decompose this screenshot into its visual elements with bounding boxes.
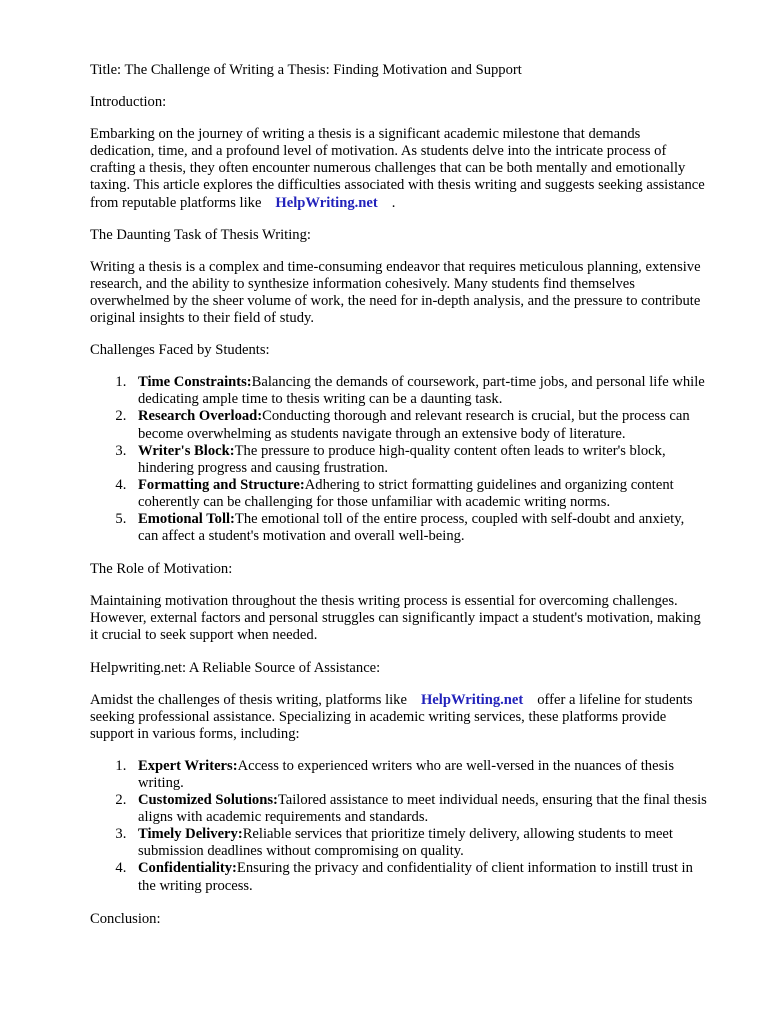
- list-item-lead: Emotional Toll:: [138, 510, 235, 527]
- heading-introduction: Introduction:: [90, 94, 167, 111]
- list-item-body: Adhering to strict formatting guidelines and organizing content coherently can be challenging for those unfamiliar with academic writing norms.: [138, 476, 674, 510]
- spacer: [90, 212, 708, 227]
- list-item-body: The emotional toll of the entire process, coupled with self-doubt and anxiety, can affect a student's motivation and overall well-being.: [138, 510, 685, 545]
- list-item: [130, 443, 708, 477]
- amidst-text-before-link: Amidst the challenges of thesis writing, platforms like: [90, 691, 407, 708]
- spacer: [90, 578, 708, 593]
- list-item: [130, 511, 708, 545]
- list-item-body: Tailored assistance to meet individual needs, ensuring that the final thesis aligns with academic requirements and standards.: [138, 792, 707, 826]
- amidst-text-after-link: offer a lifeline for students seeking professional assistance. Specializing in academic writing services, these platforms provide support in various forms, including:: [90, 691, 693, 742]
- spacer: [90, 244, 708, 259]
- spacer: [90, 677, 708, 692]
- heading-reliable-source: Helpwriting.net: A Reliable Source of Assistance:: [90, 659, 381, 676]
- intro-text-before-link: Embarking on the journey of writing a thesis is a significant academic milestone that demands dedication, time, and a profound level of motivation. As students delve into the intricate process of crafting a thesis, they often encounter numerous challenges that can be both mentally and emotionally taxing. This article explores the difficulties associated with thesis writing and suggests seeking assistance from reputable platforms like: [90, 126, 705, 211]
- list-item-body: The pressure to produce high-quality content often leads to writer's block, hindering progress and causing frustration.: [138, 442, 666, 476]
- paragraph-daunting-task: Writing a thesis is a complex and time-consuming endeavor that requires meticulous planning, extensive research, and the ability to synthesize information cohesively. Many students find themselves overwhelmed by the sheer volume of work, the need for in-depth analysis, and the pressure to contribute original insights to their field of study.: [90, 258, 701, 327]
- spacer: [90, 545, 708, 561]
- paragraph-role-of-motivation: Maintaining motivation throughout the thesis writing process is essential for overcoming challenges. However, external factors and personal struggles can significantly impact a student's motivation, making it crucial to seek support when needed.: [90, 593, 701, 644]
- document-body: [90, 62, 708, 928]
- services-list: [90, 758, 708, 895]
- heading-conclusion: Conclusion:: [90, 910, 161, 927]
- intro-text-after-link: .: [391, 194, 396, 211]
- list-item: [130, 758, 708, 792]
- list-item: [130, 860, 708, 894]
- list-item: [130, 408, 708, 442]
- list-item-lead: Writer's Block:: [138, 442, 235, 459]
- spacer: [90, 743, 708, 758]
- heading-challenges-faced: Challenges Faced by Students:: [90, 342, 270, 359]
- list-item: [130, 792, 708, 826]
- list-item-body: Ensuring the privacy and confidentiality of client information to instill trust in the writing process.: [138, 860, 693, 894]
- spacer: [90, 327, 708, 342]
- spacer: [90, 79, 708, 94]
- list-item-lead: Timely Delivery:: [138, 826, 243, 843]
- list-item-lead: Formatting and Structure:: [138, 476, 305, 493]
- list-item-body: Balancing the demands of coursework, part-time jobs, and personal life while dedicating ample time to thesis writing can be a daunting task.: [138, 374, 705, 408]
- spacer: [90, 895, 708, 911]
- heading-daunting-task: The Daunting Task of Thesis Writing:: [90, 226, 311, 243]
- list-item-body: Access to experienced writers who are well-versed in the nuances of thesis writing.: [138, 757, 674, 791]
- paragraph-amidst-challenges: [90, 692, 708, 743]
- helpwriting-link-services[interactable]: HelpWriting.net: [420, 691, 524, 708]
- challenges-list: [90, 374, 708, 545]
- list-item-lead: Confidentiality:: [138, 860, 237, 877]
- list-item-lead: Research Overload:: [138, 408, 263, 425]
- helpwriting-link-intro[interactable]: HelpWriting.net: [275, 194, 378, 211]
- list-item-body: Conducting thorough and relevant research is crucial, but the process can become overwhelming as students navigate through an extensive body of literature.: [138, 408, 690, 442]
- list-item: [130, 826, 708, 860]
- paragraph-introduction: [90, 126, 708, 211]
- spacer: [90, 111, 708, 126]
- document-title-line: Title: The Challenge of Writing a Thesis: Finding Motivation and Support: [90, 62, 522, 78]
- list-item: [130, 374, 708, 408]
- list-item: [130, 477, 708, 511]
- list-item-lead: Expert Writers:: [138, 757, 238, 774]
- heading-role-of-motivation: The Role of Motivation:: [90, 561, 233, 578]
- list-item-lead: Time Constraints:: [138, 374, 252, 391]
- list-item-lead: Customized Solutions:: [138, 792, 278, 809]
- spacer: [90, 645, 708, 660]
- spacer: [90, 359, 708, 374]
- list-item-body: Reliable services that prioritize timely delivery, allowing students to meet submission deadlines without compromising on quality.: [138, 826, 673, 860]
